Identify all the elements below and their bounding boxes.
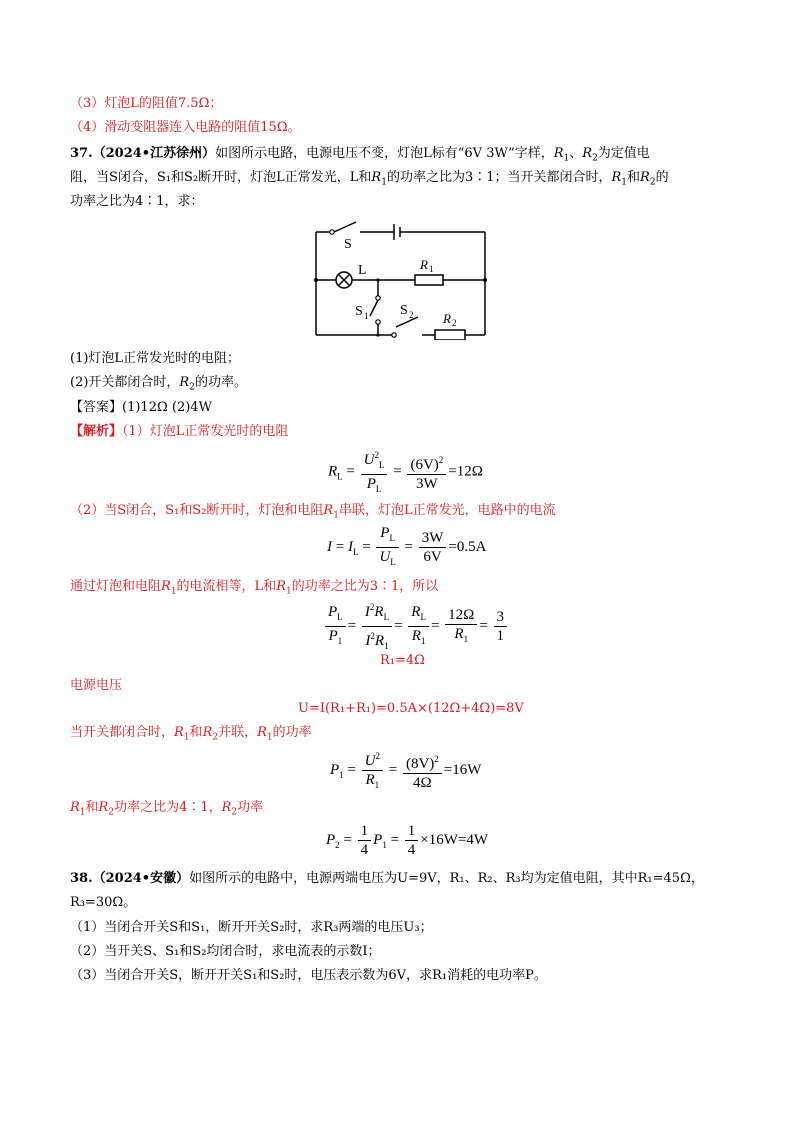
eq1-result: =12Ω [448,463,483,480]
eq2-result: =0.5A [448,538,487,555]
equation-p2: $P_2$ = $\frac{1}{4}$ $P_1$ = $\frac{1}{4}$ ×16W=4W [326,823,489,858]
equation-r1: R₁=4Ω [380,653,425,668]
q37-stem-1: 如图所示电路，电源电压不变，灯泡L标有“6V 3W”字样， [215,146,554,161]
analysis-5d: 的功率 [272,725,312,740]
circuit-label-r2-sub: 2 [452,318,457,328]
equation-voltage: U=I(R₁+R₁)=0.5A×(12Ω+4Ω)=8V [298,701,524,716]
q37-analysis-4: 电源电压 [70,678,123,693]
analysis-2b: 串联，灯泡L正常发光，电路中的电流 [338,503,556,518]
q37-stem-line-2: 阻，当S闭合，S₁和S₂断开时，灯泡L正常发光，L和$R_1$的功率之比为3∶1；当开关都闭合时，$R_1$和$R_2$的 [70,170,669,188]
q37-sub-2a: (2)开关都闭合时， [70,375,180,390]
q37-stem-line-1: 37.（2024•江苏徐州）如图所示电路，电源电压不变，灯泡L标有“6V 3W”字样，$R_1$、$R_2$为定值电 [70,146,650,164]
q38-stem-line-1 [70,871,704,887]
q38-sub-2: （2）当开关S、S₁和S₂均闭合时，求电流表的示数I； [70,944,381,959]
q38-number: 38. [70,871,93,886]
analysis-6c: 功率 [237,800,264,815]
analysis-1-text: （1）灯泡L正常发光时的电阻 [122,424,289,439]
q38-sub-1: （1）当闭合开关S和S₁，断开开关S₂时，求R₃两端的电压U₃； [70,920,433,935]
circuit-label-s1: S [355,304,363,319]
analysis-6b: 功率之比为4∶1， [114,800,222,815]
q37-stem-line-3: 功率之比为4∶1，求： [70,194,204,209]
analysis-6a: 和 [85,800,99,815]
circuit-label-l: L [358,263,367,278]
analysis-5b: 和 [189,725,203,740]
circuit-label-s: S [344,237,352,252]
q37-sub-1: (1)灯泡L正常发光时的电阻； [70,351,241,366]
q37-analysis-1 [70,424,288,440]
circuit-label-r1: R [420,257,428,272]
q37-stem-2d: 的 [655,170,669,185]
q37-analysis-5: 当开关都闭合时，$R_1$和$R_2$并联，$R_1$的功率 [70,725,312,743]
analysis-label: 【解析】 [70,424,123,439]
answer-label: 【答案】 [70,400,123,415]
q37-analysis-6: $R_1$和$R_2$功率之比为4∶1，$R_2$功率 [70,800,264,818]
prev-answer-4: （4）滑动变阻器连入电路的阻值15Ω。 [70,120,301,135]
q37-analysis-2: （2）当S闭合，S₁和S₂断开时，灯泡和电阻$R_1$串联，灯泡L正常发光，电路中的电流 [70,503,556,521]
q37-answer [70,400,212,416]
circuit-label-s1-sub: 1 [364,311,369,321]
eq6-result: =16W [443,761,482,778]
equation-current: $I = I_L$ = $\frac{P_L}{U_L}$ = $\frac{3W}{6V}$ =0.5A [327,525,487,567]
analysis-5c: 并联， [218,725,258,740]
q37-sub-2: (2)开关都闭合时，$R_2$的功率。 [70,375,247,393]
circuit-diagram [300,212,500,340]
circuit-label-s2: S [400,303,408,318]
q37-stem-2: 阻，当S闭合，S₁和S₂断开时，灯泡L正常发光，L和 [70,170,372,185]
q38-stem-1: 如图所示的电路中，电源两端电压为U=9V，R₁、R₂、R₃均为定值电阻，其中R₁=45Ω， [189,871,704,886]
answer-text: (1)12Ω (2)4W [122,400,212,415]
equation-rl: $R_L$ = $\frac{U^2_L}{P_L}$ = $\frac{(6V)^2}{3W}$ =12Ω [328,446,483,498]
analysis-3b: 的电流相等，L和 [176,579,277,594]
prev-answer-3: （3）灯泡L的阻值7.5Ω； [70,96,223,111]
q37-sub-2b: 的功率。 [194,375,247,390]
q38-stem-line-2: R₃=30Ω。 [70,895,137,910]
q38-source: （2024•安徽） [92,871,190,886]
q37-stem-2c: 和 [627,170,641,185]
analysis-3c: 的功率之比为3∶1，所以 [291,579,439,594]
equation-p1: $P_1$ = $\frac{U^2}{R_1}$ = $\frac{(8V)^2}{4\Omega}$ =16W [330,747,481,794]
analysis-5a: 当开关都闭合时， [70,725,175,740]
equation-power-ratio: $\frac{P_L}{P_1}$ = $\frac{I^2R_L}{I^2R_1}$ = $\frac{R_L}{R_1}$ = $\frac{12\Omega}{R_1}$ = $\frac{3}{1}$ [323,598,509,655]
circuit-label-r2: R [443,311,451,326]
q37-analysis-3: 通过灯泡和电阻$R_1$的电流相等，L和$R_1$的功率之比为3∶1，所以 [70,579,439,597]
q37-number: 37. [70,146,93,161]
q37-stem-1b: 为定值电 [597,146,650,161]
q38-sub-3: （3）当闭合开关S，断开开关S₁和S₂时，电压表示数为6V，求R₁消耗的电功率P。 [70,968,547,983]
circuit-label-s2-sub: 2 [409,310,414,320]
q37-source: （2024•江苏徐州） [92,146,216,161]
analysis-2a: （2）当S闭合，S₁和S₂断开时，灯泡和电阻 [70,503,324,518]
circuit-label-r1-sub: 1 [429,264,434,274]
eq7-result: =4W [457,831,489,848]
q37-stem-2b: 的功率之比为3∶1；当开关都闭合时， [386,170,612,185]
analysis-3a: 通过灯泡和电阻 [70,579,162,594]
